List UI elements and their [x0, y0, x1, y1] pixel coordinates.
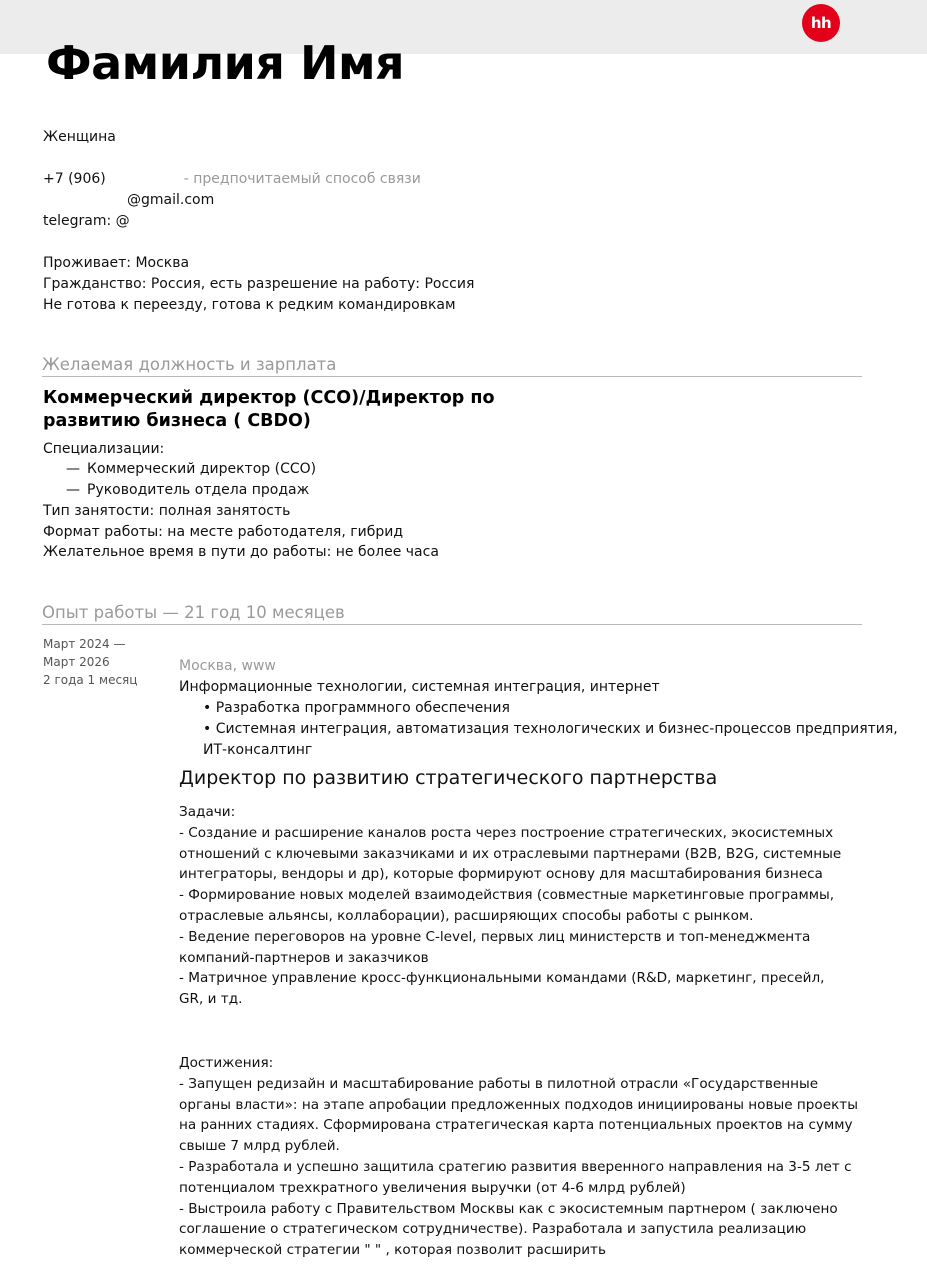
- telegram[interactable]: telegram: @: [43, 213, 130, 229]
- section-divider: [42, 376, 862, 377]
- employment-type: Тип занятости: полная занятость: [43, 503, 291, 519]
- dash-icon: —: [66, 482, 80, 498]
- section-title-experience: Опыт работы — 21 год 10 месяцев: [42, 603, 345, 622]
- task-line: - Формирование новых моделей взаимодействия (совместные маркетинговые программы,: [179, 887, 835, 904]
- job-title: Директор по развитию стратегического партнерства: [179, 767, 718, 789]
- achievements-block: [179, 1053, 858, 1261]
- section-divider: [42, 624, 862, 625]
- gender: Женщина: [43, 129, 116, 145]
- achievement-line: - Разработала и успешно защитила сратегию развития вверенного направления на 3-5 лет с: [179, 1158, 852, 1175]
- achievement-line: на ранних стадиях. Сформирована стратегическая карта потенциальных проектов на сумму: [179, 1117, 853, 1134]
- specialization-item: — Коммерческий директор (CCO): [66, 461, 317, 477]
- period-duration: 2 года 1 месяц: [43, 673, 138, 687]
- phone-line: [43, 170, 421, 188]
- dash-icon: —: [66, 461, 80, 477]
- tasks-label: Задачи:: [179, 804, 236, 820]
- industry-item: • Системная интеграция, автоматизация технологических и бизнес-процессов предприятия,: [203, 721, 898, 737]
- company-industry: Информационные технологии, системная интеграция, интернет: [179, 679, 660, 695]
- relocation: Не готова к переезду, готова к редким командировкам: [43, 297, 456, 313]
- phone-note: - предпочитаемый способ связи: [183, 171, 421, 187]
- task-line: - Создание и расширение каналов роста через построение стратегических, экосистемных: [179, 824, 834, 841]
- email[interactable]: @gmail.com: [127, 192, 215, 208]
- task-line: - Матричное управление кросс-функциональными командами (R&D, маркетинг, пресейл,: [179, 970, 825, 987]
- task-line: GR, и тд.: [179, 991, 243, 1008]
- task-line: отраслевые альянсы, коллаборации), расширяющих способы работы с рынком.: [179, 907, 754, 924]
- achievement-line: органы власти»: на этапе апробации предложенных подходов инициированы новые проекты: [179, 1096, 858, 1113]
- residence: Проживает: Москва: [43, 255, 190, 271]
- work-format: Формат работы: на месте работодателя, гибрид: [43, 524, 404, 540]
- section-title-desired: Желаемая должность и зарплата: [42, 355, 337, 374]
- specializations-label: Специализации:: [43, 441, 165, 457]
- industry-item: ИТ-консалтинг: [203, 742, 313, 758]
- specialization-item: — Руководитель отдела продаж: [66, 482, 310, 498]
- task-line: интеграторы, вендоры и др), которые формируют основу для масштабирования бизнеса: [179, 866, 823, 883]
- candidate-name: Фамилия Имя: [46, 36, 405, 90]
- achievement-line: свыше 7 млрд рублей.: [179, 1138, 340, 1155]
- achievement-line: соглашение о стратегическом сотрудничестве). Разработала и запустила реализацию: [179, 1221, 807, 1238]
- achievement-line: коммерческой стратегии " " , которая позволит расширить: [179, 1242, 606, 1259]
- phone-number[interactable]: +7 (906): [43, 171, 106, 187]
- desired-position: Коммерческий директор (CCO)/Директор по развитию бизнеса ( CBDO): [43, 388, 495, 431]
- period-start: Март 2024 —: [43, 637, 126, 651]
- achievement-line: - Запущен редизайн и масштабирование работы в пилотной отрасли «Государственные: [179, 1075, 819, 1092]
- task-line: - Ведение переговоров на уровне C-level, первых лиц министерств и топ-менеджмента: [179, 928, 811, 945]
- hh-logo[interactable]: hh: [802, 4, 840, 42]
- achievement-line: потенциалом трехкратного увеличения выручки (от 4-6 млрд рублей): [179, 1179, 686, 1196]
- task-line: компаний-партнеров и заказчиков: [179, 949, 429, 966]
- job-period: [43, 635, 137, 689]
- task-line: отношений с ключевыми заказчиками и их отраслевыми партнерами (B2B, B2G, системные: [179, 845, 842, 862]
- achievements-label: Достижения:: [179, 1055, 274, 1071]
- tasks-block: [179, 802, 841, 1010]
- commute-time: Желательное время в пути до работы: не более часа: [43, 544, 439, 560]
- industry-item: • Разработка программного обеспечения: [203, 700, 510, 716]
- company-location[interactable]: Москва, www: [179, 658, 276, 674]
- period-end: Март 2026: [43, 655, 110, 669]
- citizenship: Гражданство: Россия, есть разрешение на работу: Россия: [43, 276, 475, 292]
- achievement-line: - Выстроила работу с Правительством Москвы как с экосистемным партнером ( заключено: [179, 1200, 838, 1217]
